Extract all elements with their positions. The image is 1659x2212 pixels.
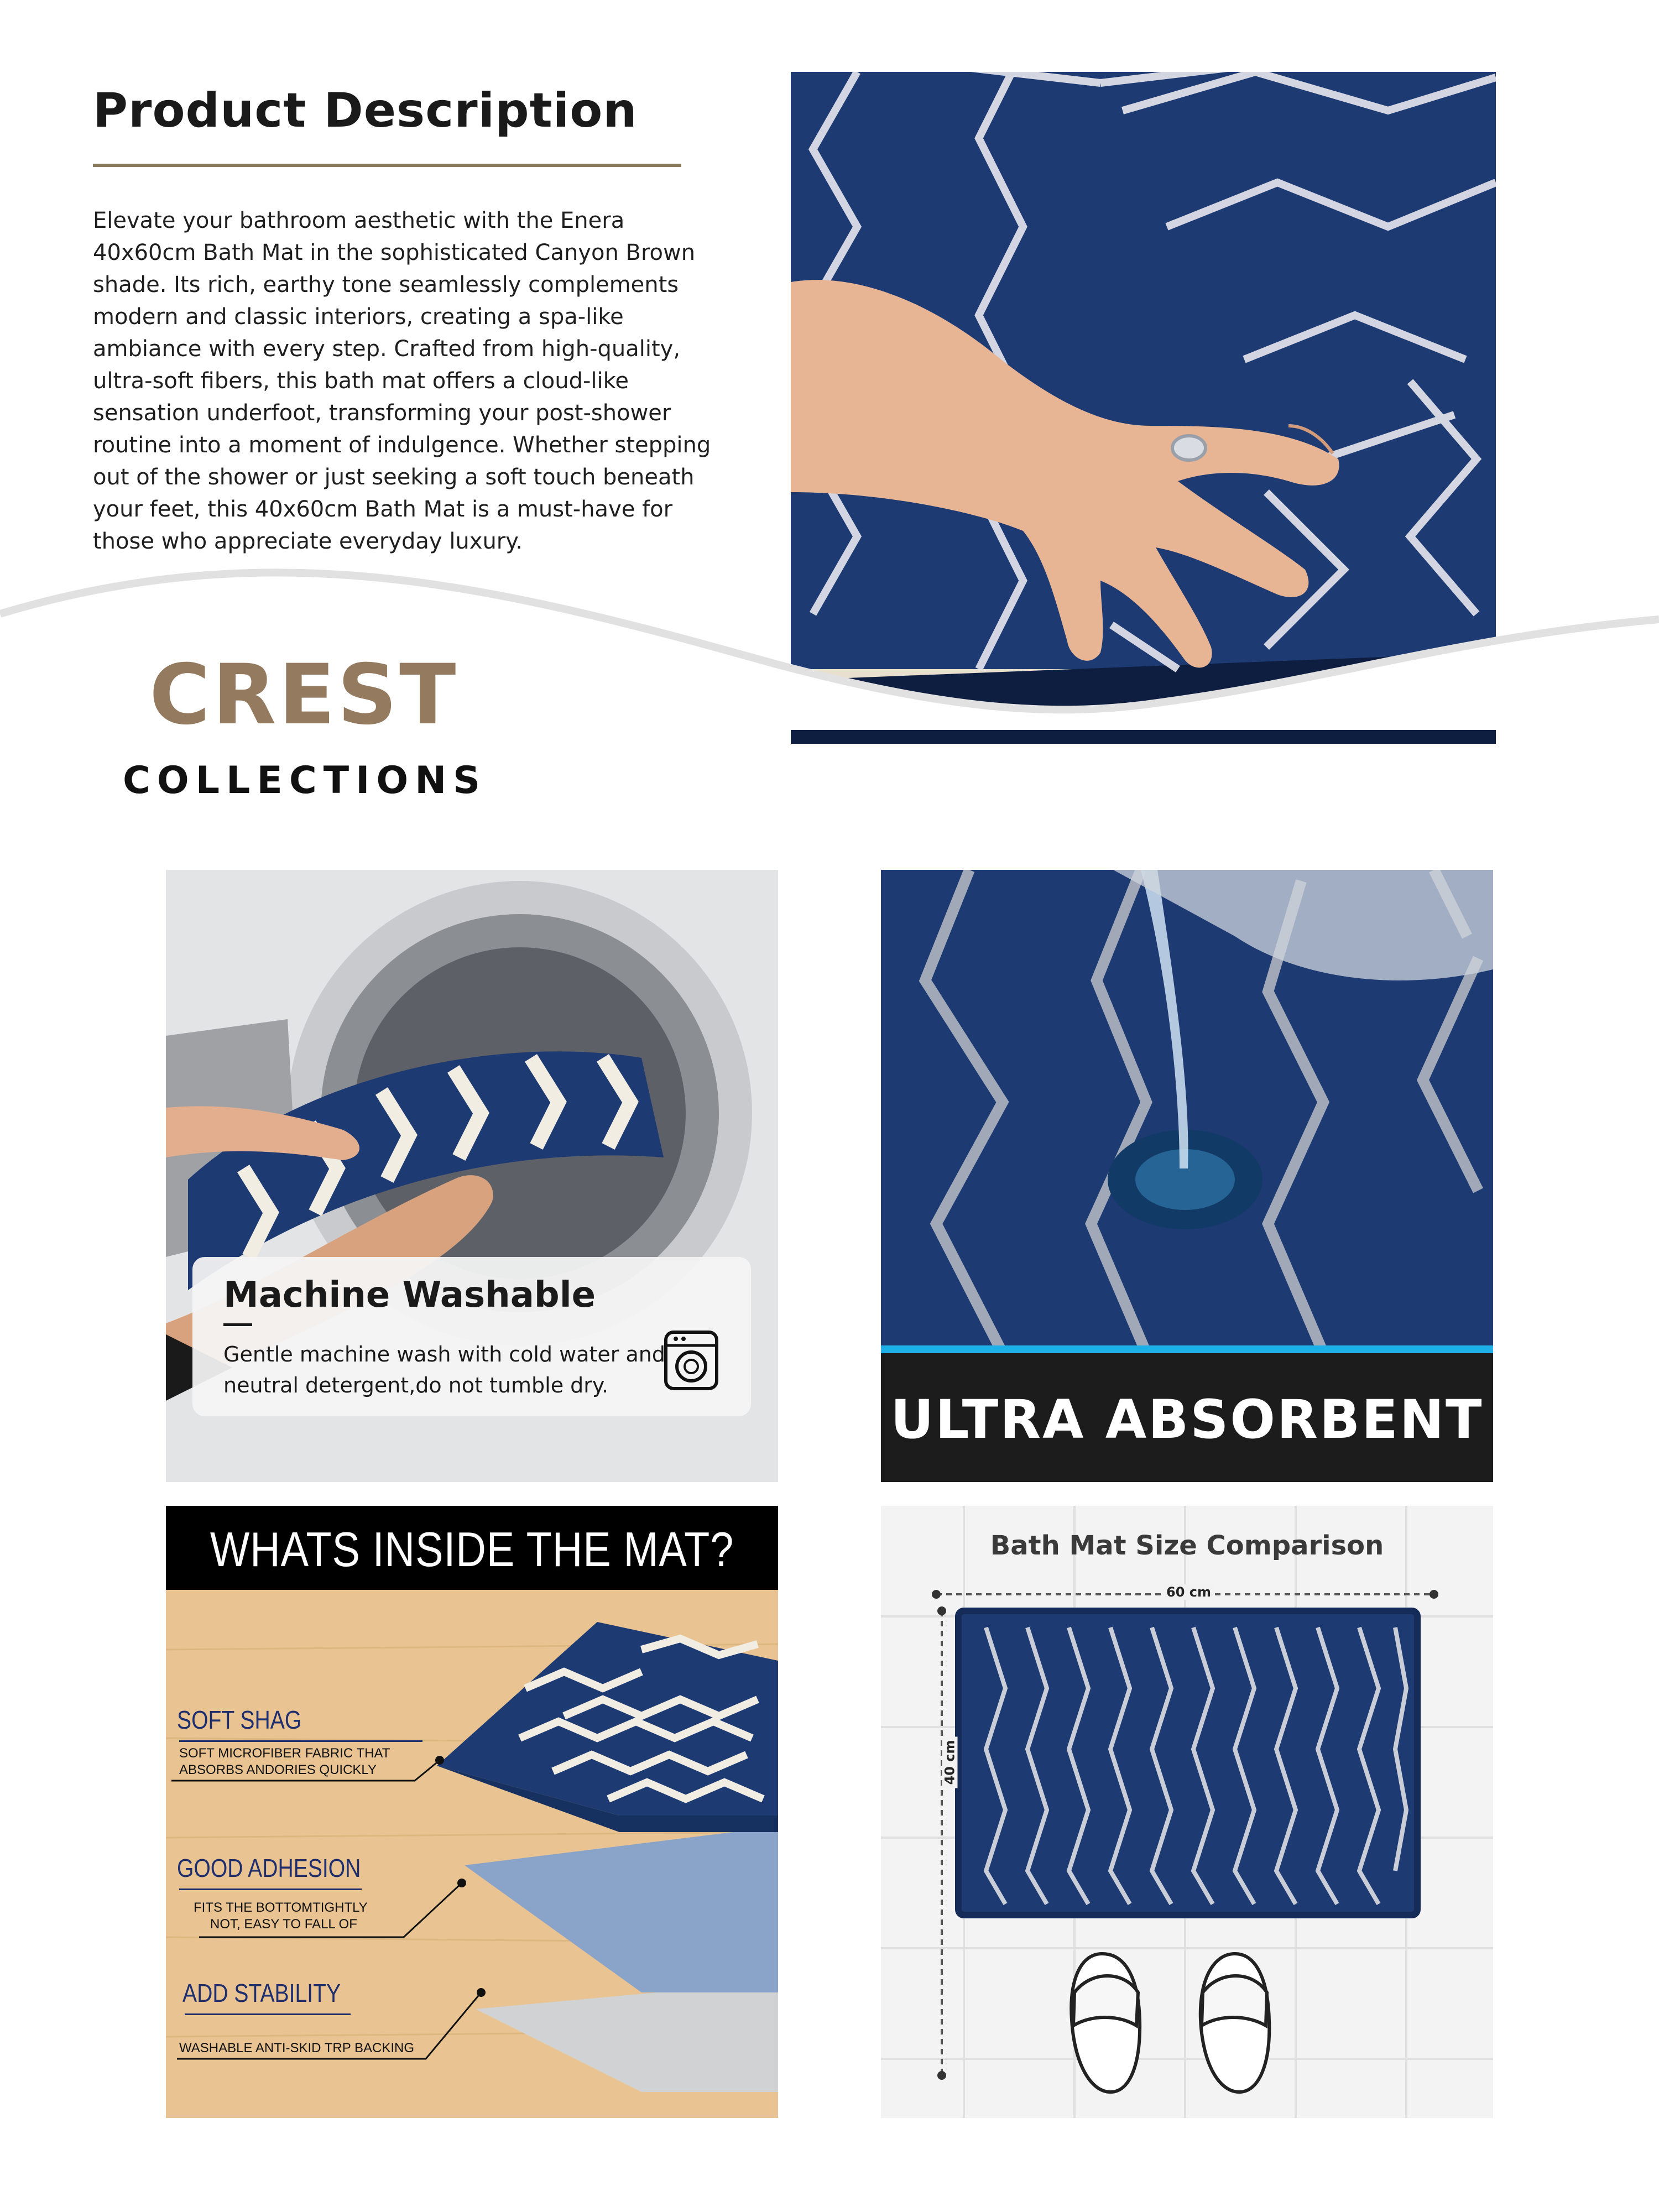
- machine-washable-title: Machine Washable: [223, 1275, 596, 1316]
- layers-title: WHATS INSIDE THE MAT?: [210, 1522, 734, 1577]
- layers-banner: [166, 1506, 778, 1590]
- size-comparison-title: Bath Mat Size Comparison: [990, 1530, 1384, 1561]
- layer-good-adhesion-line: FITS THE BOTTOMTIGHTLY: [194, 1900, 368, 1915]
- size-comparison-tile: [881, 1506, 1493, 2118]
- product-description: Elevate your bathroom aesthetic with the Enera 40x60cm Bath Mat in the sophisticated Canyon Brown shade. Its rich, earthy tone seamlessly complements modern and classic interiors, creating a spa-like ambiance with every step. Crafted from high-quality, ultra-soft fibers, this bath mat offers a cloud-like sensation underfoot, transforming your post-shower routine into a moment of indulgence. Whether stepping out of the shower or just seeking a soft touch beneath your feet, this 40x60cm Bath Mat is a must-have for those who appreciate everyday luxury.: [93, 208, 711, 554]
- machine-washable-tile: [166, 870, 778, 1482]
- heading-underline: [185, 2013, 351, 2015]
- layer-soft-shag-heading: SOFT SHAG: [177, 1705, 302, 1734]
- mat-layers-illustration: [166, 1506, 778, 2118]
- washing-machine-icon: [664, 1330, 719, 1391]
- title-underline: [223, 1323, 252, 1326]
- ultra-absorbent-label: ULTRA ABSORBENT: [890, 1389, 1484, 1451]
- brand-tagline: COLLECTIONS: [123, 759, 487, 802]
- height-dimension-label: 40 cm: [942, 1737, 958, 1788]
- layer-add-stability-line: WASHABLE ANTI-SKID TRP BACKING: [179, 2041, 414, 2056]
- layer-add-stability-heading: ADD STABILITY: [182, 1979, 341, 2007]
- layer-good-adhesion-heading: GOOD ADHESION: [177, 1854, 361, 1882]
- machine-washable-card: [192, 1257, 751, 1416]
- layer-soft-shag-line: ABSORBS ANDORIES QUICKLY: [179, 1762, 377, 1777]
- water-pour-photo: [881, 870, 1493, 1353]
- accent-stripe: [881, 1345, 1493, 1353]
- layer-good-adhesion-line: NOT, EASY TO FALL OF: [210, 1917, 357, 1932]
- machine-washable-text: Gentle machine wash with cold water and neutral detergent,do not tumble dry.: [223, 1342, 665, 1397]
- width-dimension-label: 60 cm: [1163, 1584, 1214, 1600]
- layers-tile: [166, 1506, 778, 2118]
- title-divider: [93, 164, 681, 167]
- heading-underline: [179, 1740, 422, 1742]
- page-title: Product Description: [93, 83, 638, 138]
- heading-underline: [179, 1888, 362, 1890]
- layer-soft-shag-line: SOFT MICROFIBER FABRIC THAT: [179, 1746, 390, 1761]
- ultra-absorbent-tile: [881, 870, 1493, 1482]
- brand-logo: CREST: [149, 647, 458, 743]
- ultra-absorbent-banner: [881, 1353, 1493, 1482]
